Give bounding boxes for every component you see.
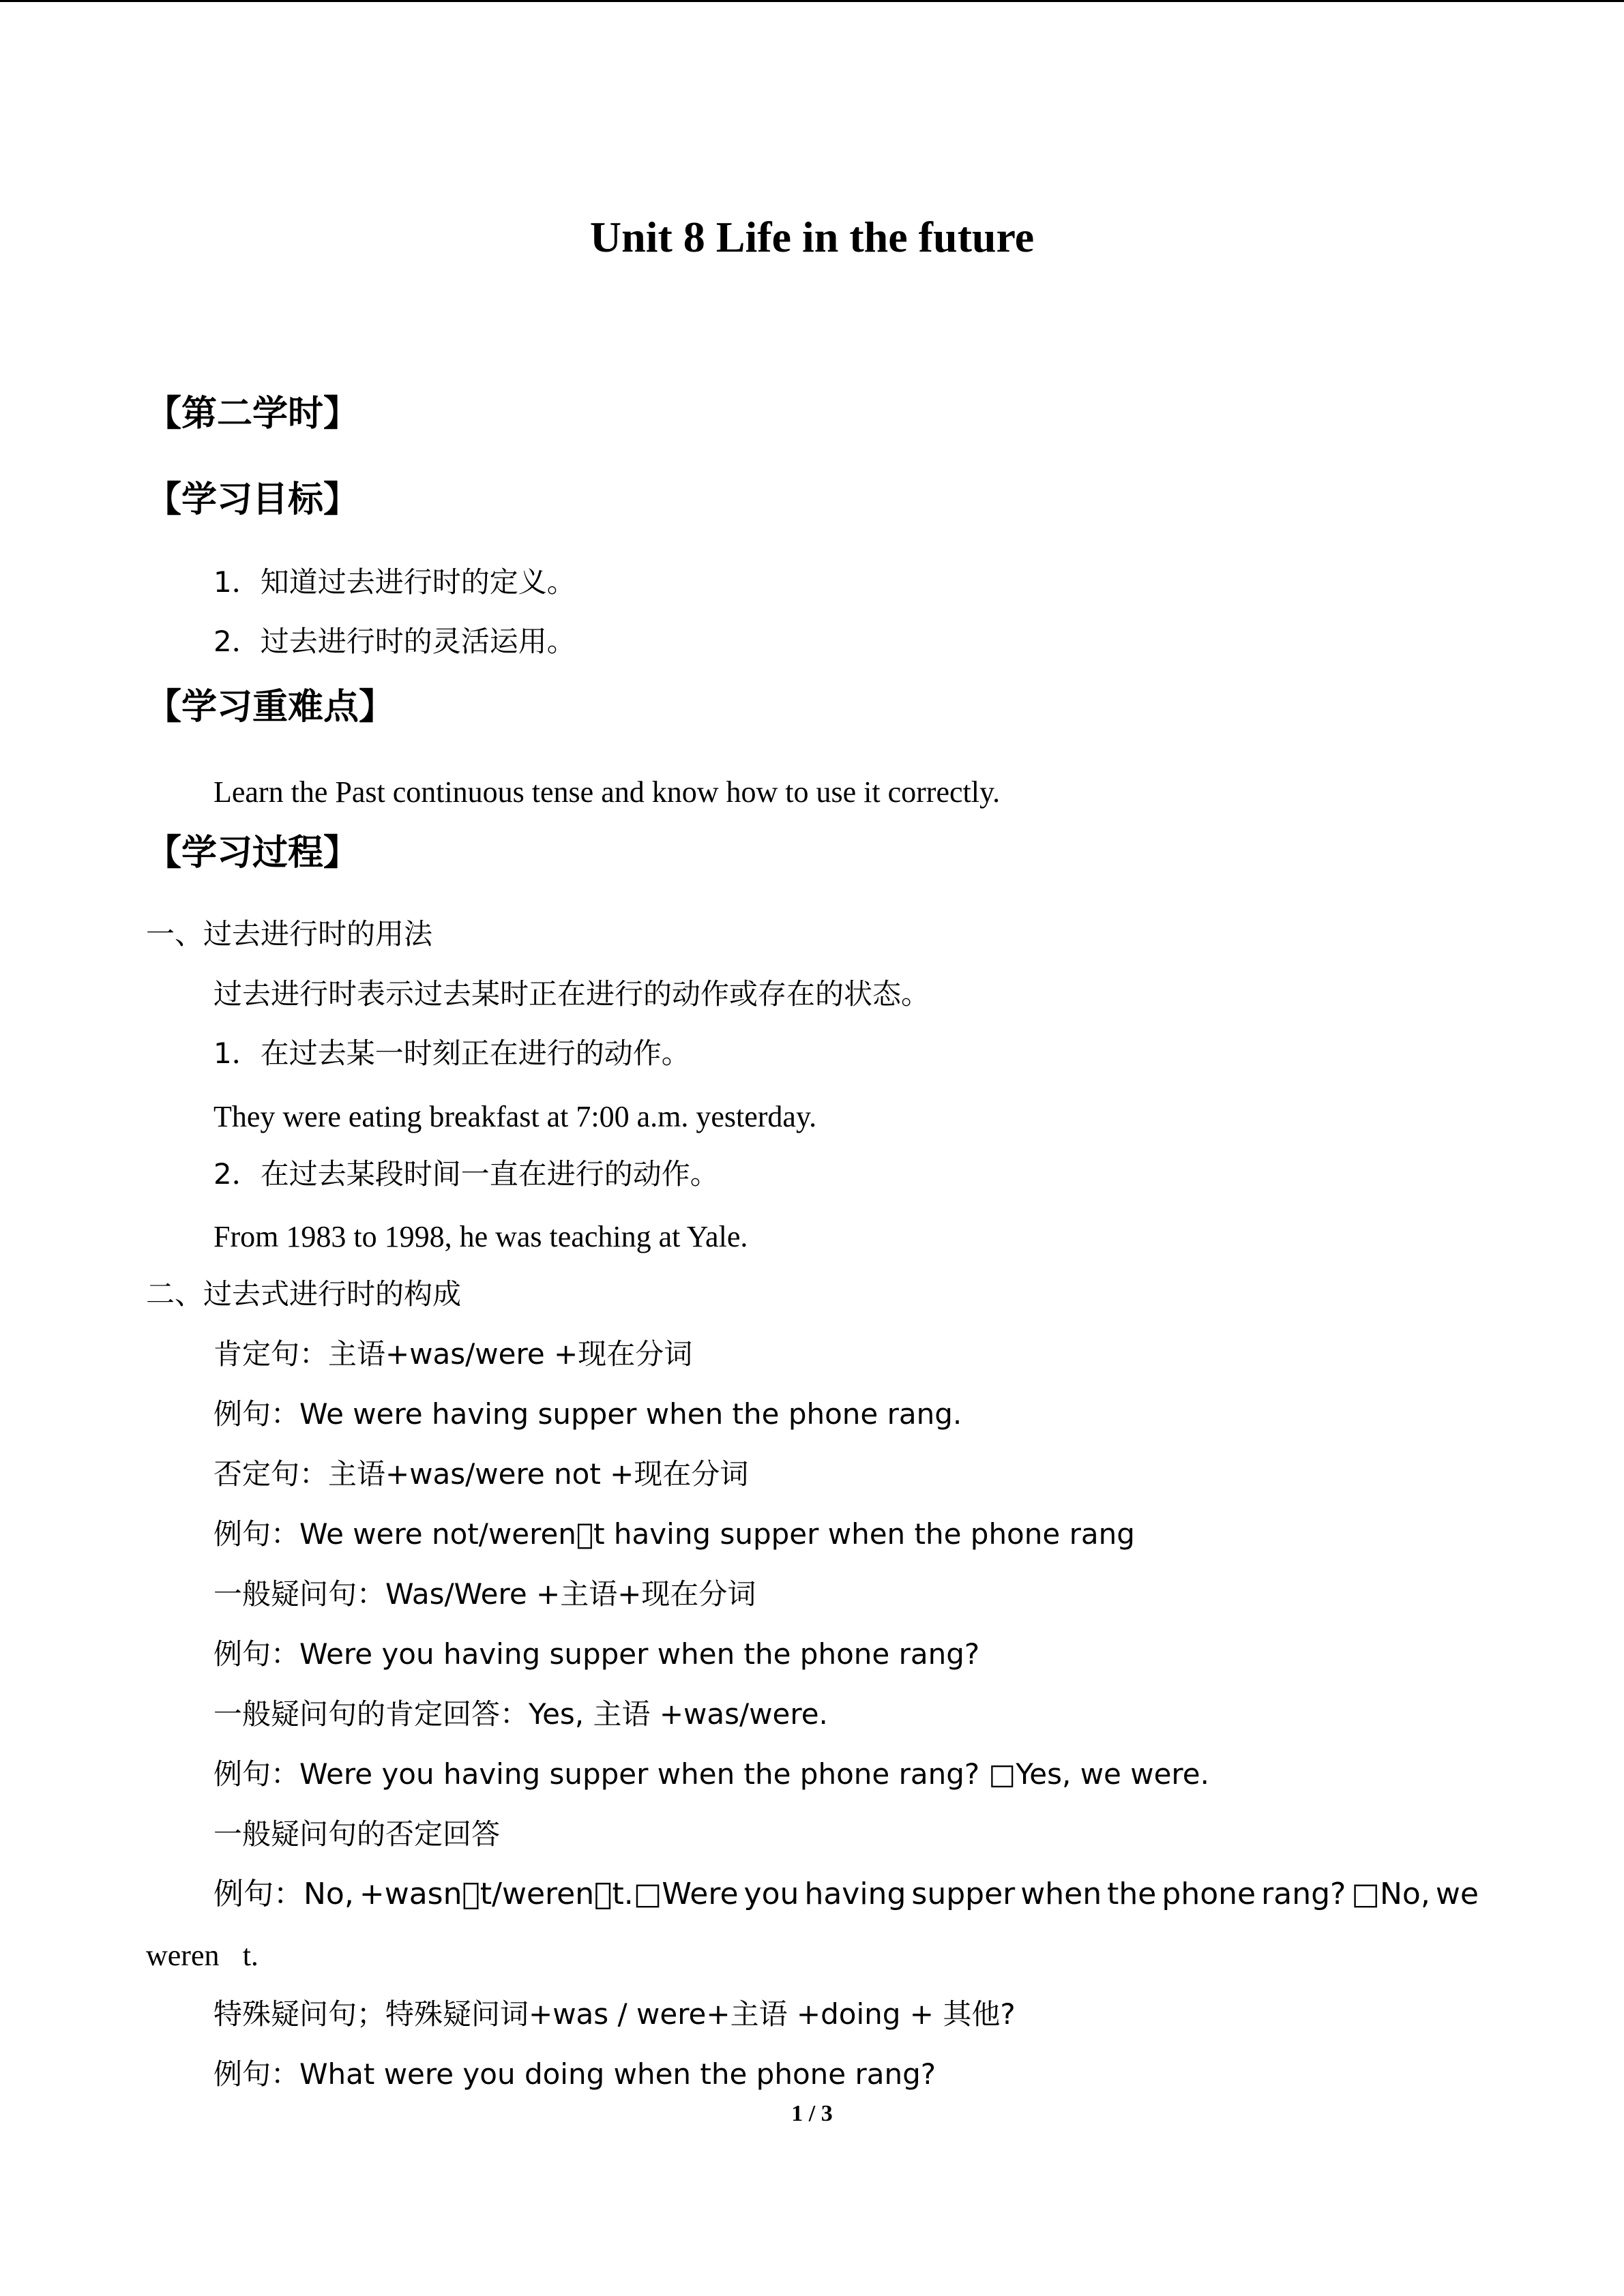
key-points-text: Learn the Past continuous tense and know how to use it correctly. (213, 775, 1001, 809)
no-example-word: rang? (1261, 1877, 1346, 1911)
wh-question-form: 特殊疑问句；特殊疑问词+was / were+主语 +doing + 其他? (213, 1997, 1016, 2031)
yes-answer-form: 一般疑问句的肯定回答：Yes, 主语 +was/were. (213, 1697, 828, 1731)
negative-example: 例句：We were not/weren t having supper when the phone rang (213, 1517, 1135, 1551)
no-answer-example-continued: weren t. (146, 1939, 259, 1972)
no-answer-form: 一般疑问句的否定回答 (213, 1817, 501, 1851)
question-form: 一般疑问句：Was/Were +主语+现在分词 (213, 1577, 756, 1611)
no-example-word: +wasn t/weren t.□Were (359, 1877, 739, 1911)
no-example-word: having (804, 1877, 906, 1911)
page-title: Unit 8 Life in the future (589, 213, 1035, 261)
period-heading: 【第二学时】 (146, 393, 359, 434)
part1-example-1: They were eating breakfast at 7:00 a.m. yesterday. (213, 1100, 817, 1133)
no-example-word: supper (911, 1877, 1016, 1911)
objective-1: 1．知道过去进行时的定义。 (213, 565, 576, 599)
question-example: 例句：Were you having supper when the phone rang? (213, 1637, 980, 1671)
part1-example-2: From 1983 to 1998, he was teaching at Yale. (213, 1220, 748, 1253)
wh-question-example: 例句：What were you doing when the phone rang? (213, 2057, 936, 2091)
objective-2: 2．过去进行时的灵活运用。 (213, 625, 576, 658)
no-answer-example (213, 1875, 1479, 1913)
no-example-word: 例句：No, (213, 1877, 354, 1911)
part1-rule-1: 1．在过去某一时刻正在进行的动作。 (213, 1037, 690, 1070)
no-example-word: □No, (1351, 1877, 1430, 1911)
top-border (0, 0, 1624, 2)
no-example-word: you (743, 1877, 799, 1911)
no-example-word: the (1107, 1877, 1157, 1911)
no-example-word: phone (1162, 1877, 1256, 1911)
affirmative-form: 肯定句：主语+was/were +现在分词 (213, 1337, 693, 1371)
no-example-word: when (1020, 1877, 1102, 1911)
process-heading: 【学习过程】 (146, 833, 359, 874)
negative-form: 否定句：主语+was/were not +现在分词 (213, 1457, 749, 1491)
key-points-heading: 【学习重难点】 (146, 687, 395, 728)
part1-heading: 一、过去进行时的用法 (146, 917, 433, 951)
objectives-heading: 【学习目标】 (146, 479, 359, 520)
part1-rule-2: 2．在过去某段时间一直在进行的动作。 (213, 1157, 719, 1191)
part2-heading: 二、过去式进行时的构成 (146, 1277, 462, 1311)
page-number: 1 / 3 (791, 2101, 833, 2126)
part1-definition: 过去进行时表示过去某时正在进行的动作或存在的状态。 (213, 977, 930, 1011)
affirmative-example: 例句：We were having supper when the phone rang. (213, 1397, 962, 1431)
no-example-word: we (1435, 1877, 1479, 1911)
yes-answer-example: 例句：Were you having supper when the phone rang? □Yes, we were. (213, 1757, 1209, 1791)
